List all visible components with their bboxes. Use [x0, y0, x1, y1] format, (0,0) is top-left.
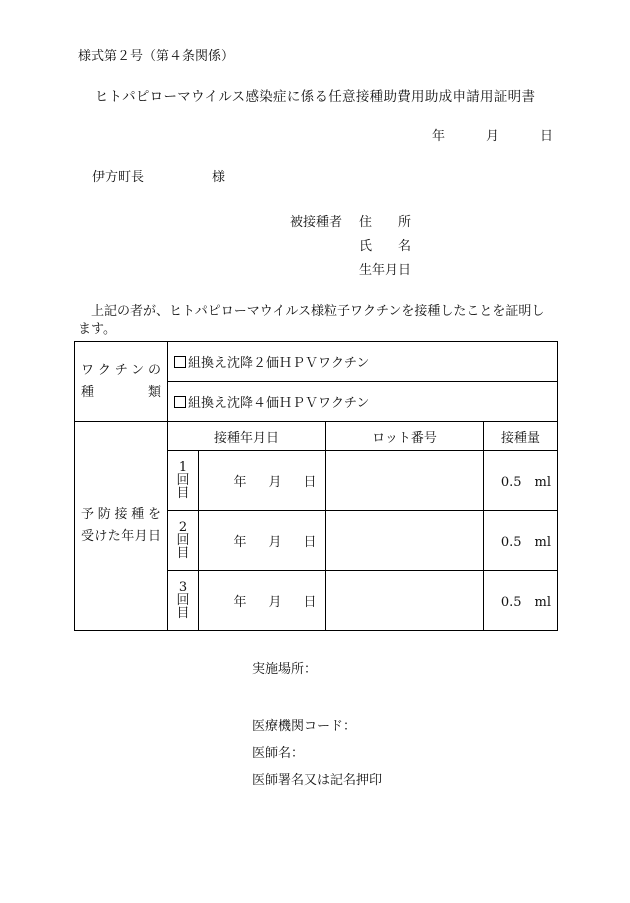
form-number: 様式第２号（第４条関係）: [78, 49, 235, 64]
dose-number-me: 目: [176, 546, 190, 561]
dose-date-year: 年: [233, 535, 247, 550]
date-year-label: 年: [432, 129, 446, 144]
dose-number-digit: 3: [178, 580, 188, 595]
date-day-label: 日: [540, 129, 554, 144]
dose-number-kai: 回: [176, 473, 190, 488]
dose-date-day: 日: [303, 475, 317, 490]
addressee-name: 伊方町長: [92, 170, 145, 185]
doctor-name-label: 医師名：: [252, 746, 305, 761]
dose-date-field[interactable]: [199, 451, 326, 511]
dose-date-month: 月: [268, 595, 282, 610]
dose-amount: 0.5 ml: [484, 571, 558, 631]
vaccine-option-label: 組換え沈降４価ＨＰＶワクチン: [188, 396, 370, 411]
dose-number-me: 目: [176, 486, 190, 501]
dose-amount: 0.5 ml: [484, 451, 558, 511]
dose-lot-field[interactable]: [326, 511, 484, 571]
dose-date-day: 日: [303, 595, 317, 610]
vaccine-option-row: [75, 342, 558, 382]
vaccine-option-label: 組換え沈降２価ＨＰＶワクチン: [188, 356, 370, 371]
vaccine-type-label-line1: ワクチンの: [81, 362, 161, 378]
dose-number-kai: 回: [176, 533, 190, 548]
dose-date-field[interactable]: [199, 571, 326, 631]
dose-date-month: 月: [268, 475, 282, 490]
document-title: ヒトパピローマウイルス感染症に係る任意接種助費用助成申請用証明書: [94, 89, 536, 105]
header-lot-number: ロット番号: [326, 422, 484, 451]
vaccinee-dob-label: 生年月日: [359, 263, 412, 278]
certification-text: [78, 303, 554, 339]
dose-amount: 0.5 ml: [484, 511, 558, 571]
dose-date-year: 年: [233, 595, 247, 610]
implementation-place-label: 実施場所：: [252, 662, 318, 677]
checkbox-bivalent[interactable]: [174, 356, 186, 368]
institution-code-label: 医療機関コード：: [252, 719, 357, 734]
dose-number-kai: 回: [176, 593, 190, 608]
vaccinee-label: 被接種者: [290, 215, 343, 230]
dose-number-digit: 2: [178, 520, 188, 535]
dose-lot-field[interactable]: [326, 571, 484, 631]
vaccine-type-label-line2: 種類: [81, 384, 161, 400]
date-month-label: 月: [486, 129, 500, 144]
dose-lot-field[interactable]: [326, 451, 484, 511]
vaccine-option-bivalent[interactable]: [168, 342, 558, 382]
dose-date-day: 日: [303, 535, 317, 550]
dose-number: [168, 451, 199, 511]
header-dose-amount: 接種量: [484, 422, 558, 451]
certification-sentence: 上記の者が、ヒトパピローマウイルス様粒子ワクチンを接種したことを証明します。: [78, 304, 545, 337]
vaccination-date-label-line2: 受けた年月日: [81, 529, 161, 544]
vaccine-option-quadrivalent[interactable]: [168, 382, 558, 422]
dose-date-field[interactable]: [199, 511, 326, 571]
vaccine-type-label: [75, 342, 168, 422]
dose-number: [168, 511, 199, 571]
vaccination-date-label: [75, 422, 168, 631]
checkbox-quadrivalent[interactable]: [174, 396, 186, 408]
header-vaccination-date: 接種年月日: [168, 422, 326, 451]
vaccination-date-label-line1: 予防接種を: [81, 507, 161, 522]
vaccinee-name-label: 氏 名: [359, 239, 412, 254]
dose-date-month: 月: [268, 535, 282, 550]
doctor-seal-label: 医師署名又は記名押印: [252, 773, 383, 788]
dose-number-digit: 1: [178, 460, 188, 475]
vaccinee-address-label: 住 所: [359, 215, 412, 230]
dose-date-year: 年: [233, 475, 247, 490]
dose-number-me: 目: [176, 606, 190, 621]
dose-number: [168, 571, 199, 631]
vaccination-table: [74, 341, 558, 631]
addressee-suffix: 様: [212, 170, 226, 185]
column-header-row: [75, 422, 558, 451]
